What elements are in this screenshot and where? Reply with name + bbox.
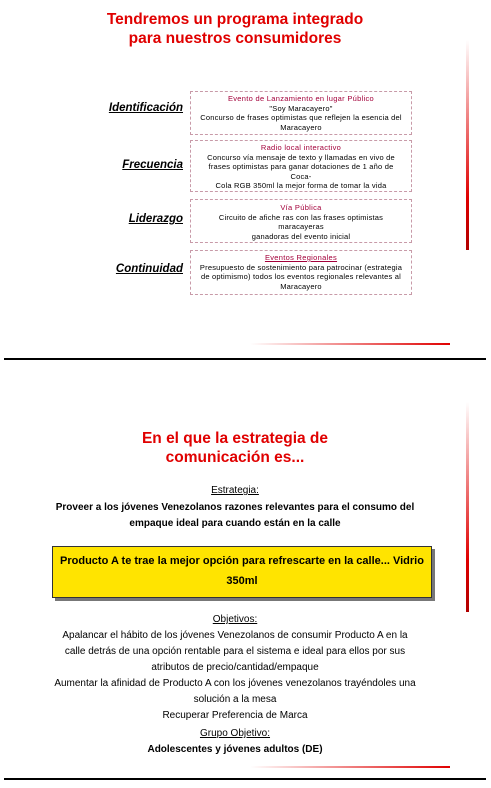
box-line: Maracayero — [280, 122, 322, 132]
highlight-line: 350ml — [226, 575, 258, 587]
red-accent-line — [250, 343, 450, 345]
box-frecuencia — [190, 140, 412, 192]
row-label-identificacion: Identificación — [108, 102, 183, 114]
box-line: Maracayero — [280, 281, 322, 291]
box-title: Eventos Regionales — [264, 253, 338, 262]
box-continuidad — [190, 250, 412, 295]
highlight-box — [52, 546, 432, 598]
red-accent-line — [250, 766, 450, 768]
strategy-line: empaque ideal para cuando están en la calle — [129, 518, 341, 529]
target-label: Grupo Objetivo: — [199, 728, 271, 739]
row-label-frecuencia: Frecuencia — [122, 159, 183, 171]
box-line: Concurso de frases optimistas que reflejen la esencia del — [200, 113, 402, 122]
slide2-title-line2: comunicación es... — [165, 449, 305, 466]
box-title: Radio local interactivo — [260, 143, 342, 152]
objective-line: Aumentar la afinidad de Producto A con los jóvenes venezolanos trayéndoles una — [54, 678, 416, 689]
objectives-label: Objetivos: — [212, 614, 258, 625]
highlight-line: Producto A te trae la mejor opción para refrescarte en la calle... Vidrio — [60, 555, 424, 567]
strategy-line: Proveer a los jóvenes Venezolanos razones relevantes para el consumo del — [55, 502, 415, 513]
objective-line: calle detrás de una opción rentable para el sistema e ideal para ellos por sus — [64, 646, 406, 657]
box-line: ganadoras del evento inicial — [251, 231, 351, 241]
row-label-continuidad: Continuidad — [115, 263, 183, 275]
slide-divider — [4, 778, 486, 780]
slide-divider — [4, 358, 486, 360]
red-accent-stripe — [466, 40, 469, 250]
row-label-liderazgo: Liderazgo — [128, 213, 183, 225]
box-line: Cola RGB 350ml la mejor forma de tomar la vida — [215, 181, 387, 190]
slide1-title-line2: para nuestros consumidores — [128, 30, 342, 47]
slide1-title-line1: Tendremos un programa integrado — [106, 11, 364, 28]
box-line: Concurso vía mensaje de texto y llamadas en vivo de — [207, 152, 395, 162]
objective-line: Recuperar Preferencia de Marca — [162, 710, 308, 721]
slide-communication-strategy — [0, 362, 491, 788]
slide-integrated-program — [0, 0, 491, 362]
box-line: de optimismo) todos los eventos regionales relevantes al — [200, 272, 402, 281]
box-line: frases optimistas para ganar dotaciones de 1 año de Coca- — [208, 162, 394, 181]
objective-line: atributos de precio/cantidad/empaque — [151, 662, 319, 673]
objective-line: solución a la mesa — [193, 694, 277, 705]
objective-line: Apalancar el hábito de los jóvenes Venezolanos de consumir Producto A en la — [62, 630, 408, 641]
box-line: "Soy Maracayero" — [269, 103, 333, 113]
slide2-title-line1: En el que la estrategia de — [141, 430, 329, 447]
box-line: Presupuesto de sostenimiento para patrocinar (estrategia — [199, 262, 403, 272]
box-line: Circuito de afiche ras con las frases optimistas maracayeras — [218, 212, 384, 231]
box-title: Vía Pública — [280, 203, 322, 212]
target-value: Adolescentes y jóvenes adultos (DE) — [147, 744, 323, 755]
strategy-label: Estrategia: — [211, 485, 259, 496]
box-title: Evento de Lanzamiento en lugar Público — [227, 94, 375, 103]
box-identificacion — [190, 91, 412, 135]
box-liderazgo — [190, 199, 412, 243]
